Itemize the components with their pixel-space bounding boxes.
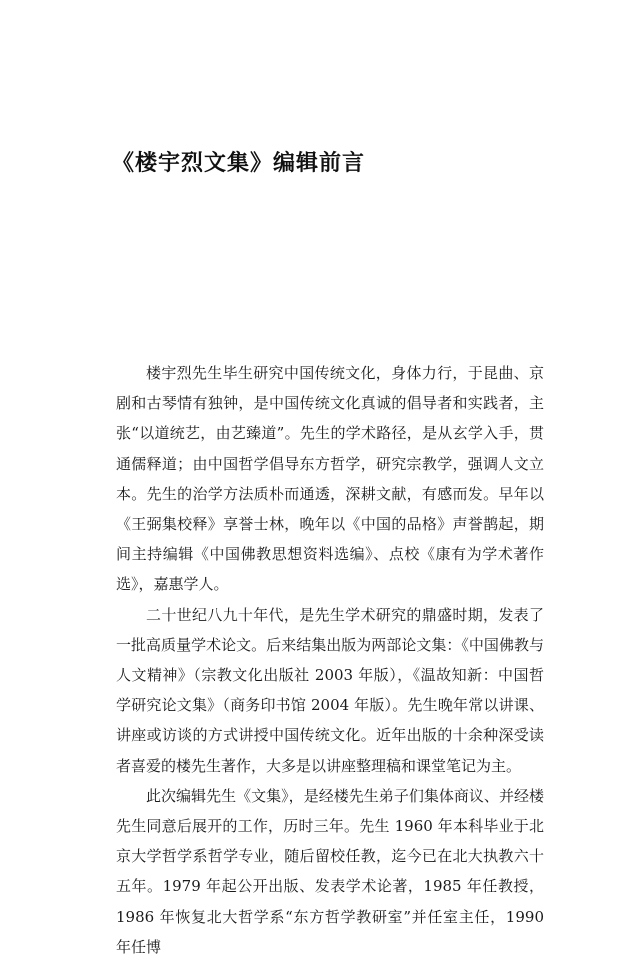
body-text	[116, 358, 544, 962]
paragraph-2: 二十世纪八九十年代，是先生学术研究的鼎盛时期，发表了一批高质量学术论文。后来结集出版为两部论文集：《中国佛教与人文精神》（宗教文化出版社 2003 年版），《温故知新：中国哲学研究论文集》（商务印书馆 2004 年版）。先生晚年常以讲课、讲座或访谈的方式讲授中国传统文化。近年出版的十余种深受读者喜爱的楼先生著作，大多是以讲座整理稿和课堂笔记为主。	[116, 605, 544, 775]
paragraph-1: 楼宇烈先生毕生研究中国传统文化，身体力行，于昆曲、京剧和古琴情有独钟，是中国传统文化真诚的倡导者和实践者，主张“以道统艺，由艺臻道”。先生的学术路径，是从玄学入手，贯通儒释道；由中国哲学倡导东方哲学，研究宗教学，强调人文立本。先生的治学方法质朴而通透，深耕文献，有感而发。早年以《王弼集校释》享誉士林，晚年以《中国的品格》声誉鹊起，期间主持编辑《中国佛教思想资料选编》、点校《康有为学术著作选》，嘉惠学人。	[116, 364, 544, 594]
paragraph-3: 此次编辑先生《文集》，是经楼先生弟子们集体商议、并经楼先生同意后展开的工作，历时三年。先生 1960 年本科毕业于北京大学哲学系哲学专业，随后留校任教，迄今已在北大执教六十五年。1979 年起公开出版、发表学术论著，1985 年任教授，1986 年恢复北大哲学系“东方哲学教研室”并任室主任，1990 年任博	[116, 786, 544, 956]
page-title: 《楼宇烈文集》编辑前言	[112, 150, 366, 176]
